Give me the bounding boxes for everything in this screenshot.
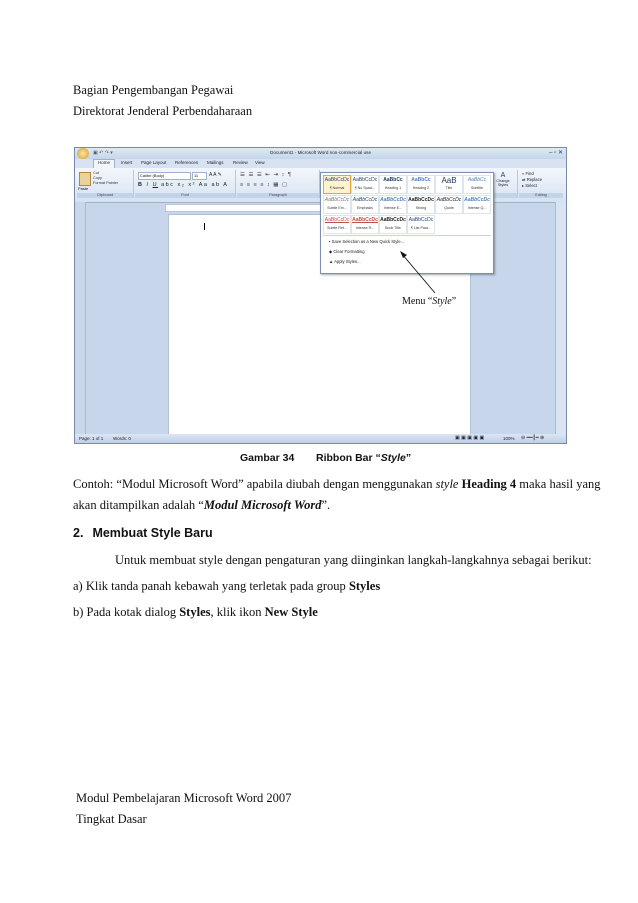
section-title: Membuat Style Baru <box>92 526 213 540</box>
status-bar <box>75 434 566 443</box>
style-sample: AaBbCcDc <box>380 197 406 203</box>
style-sample: AaBbCcDc <box>436 197 462 203</box>
example-line-1 <box>73 476 601 492</box>
callout-prefix: Menu “ <box>402 296 433 307</box>
section-number: 2. <box>73 526 84 540</box>
word-count[interactable]: Words: 0 <box>113 436 131 441</box>
style-name: Heading 2 <box>412 186 430 190</box>
replace-icon: ⇄ <box>522 177 527 182</box>
zoom-level[interactable]: 100% <box>503 436 515 441</box>
cut-button[interactable]: Cut <box>93 171 99 175</box>
align-icons[interactable]: ≡ ≡ ≡ ≡ ↕ ▦ ▢ <box>240 182 289 188</box>
style-name: Quote <box>444 206 454 210</box>
style-sample: AaBbCcDc <box>324 217 350 223</box>
example-result-text: Modul Microsoft Word <box>203 498 322 512</box>
tab-mailings[interactable]: Mailings <box>207 160 224 165</box>
step-b-text: b) Pada kotak dialog <box>73 605 180 619</box>
example-result-prefix: akan ditampilkan adalah “ <box>73 498 204 512</box>
style-name: Book Title <box>385 226 401 230</box>
replace-label: Replace <box>526 177 543 182</box>
style-name: ¶ Normal <box>329 186 345 190</box>
footer-module: Modul Pembelajaran Microsoft Word 2007 <box>76 791 292 805</box>
style-name: Subtle Em... <box>327 206 347 210</box>
header-org: Bagian Pengembangan Pegawai <box>73 83 234 97</box>
style-name: Heading 1 <box>384 186 402 190</box>
font-label: Font <box>135 193 235 198</box>
style-name: Intense R... <box>355 226 375 230</box>
style-sample: AaB <box>441 176 457 185</box>
callout-suffix: ” <box>451 296 457 307</box>
example-text-end: maka hasil yang <box>516 477 601 491</box>
window-title: Document1 - Microsoft Word non-commercial use <box>270 150 372 155</box>
window-controls-icon[interactable]: – ▫ ✕ <box>549 150 563 156</box>
editing-label: Editing <box>519 193 563 198</box>
style-name: Title <box>445 186 453 190</box>
step-b <box>73 604 318 620</box>
font-size-select[interactable]: 11 <box>192 172 207 180</box>
style-sample: AaBbCc <box>411 177 431 183</box>
style-sample: AaBbCc <box>383 177 403 183</box>
callout-italic: Style <box>432 296 452 307</box>
step-a <box>73 578 380 594</box>
clear-formatting-label: Clear Formatting <box>333 249 365 254</box>
example-line-2 <box>73 497 330 513</box>
view-buttons-icon[interactable]: ▣ ▣ ▣ ▣ ▣ <box>455 435 485 441</box>
tab-references[interactable]: References <box>175 160 199 165</box>
change-styles-label: Change Styles <box>496 179 510 187</box>
save-quick-style-label: Save Selection as a New Quick Style... <box>331 239 405 244</box>
quick-access-icon[interactable]: ▣ ↶ ↷ ▾ <box>93 150 113 156</box>
find-icon: ⌕ <box>522 171 526 176</box>
select-label: Select <box>525 183 537 188</box>
clipboard-label: Clipboard <box>77 193 133 198</box>
style-sample: AaBbCcDc <box>380 217 406 223</box>
grow-shrink-font-icon[interactable]: A A ✎ <box>209 172 222 178</box>
style-name: Strong <box>415 206 427 210</box>
style-name: Intense Q... <box>467 206 487 210</box>
change-styles-icon: A <box>500 172 506 179</box>
style-sample: AaBbCcDc <box>324 197 350 203</box>
format-painter-button[interactable]: Format Painter <box>93 181 119 185</box>
example-text: Contoh: “Modul Microsoft Word” apabila diubah dengan menggunakan <box>73 477 436 491</box>
callout-label <box>402 296 456 307</box>
tab-page-layout[interactable]: Page Layout <box>141 160 167 165</box>
callout-arrow-icon <box>75 148 566 443</box>
step-a-bold: Styles <box>348 579 381 593</box>
style-sample: AaBbCcDc <box>464 197 490 203</box>
step-a-text: a) Klik tanda panah kebawah yang terletak pada group <box>73 579 349 593</box>
figure-title-prefix: Ribbon Bar “ <box>316 452 381 464</box>
style-name: Emphasis <box>357 206 373 210</box>
example-heading-name: Heading 4 <box>461 477 517 491</box>
tab-view[interactable]: View <box>255 160 265 165</box>
select-icon: ▸ <box>522 183 526 188</box>
list-icons[interactable]: ☰ ☰ ☰ ⇤ ⇥ ↕ ¶ <box>240 172 292 178</box>
paste-label: Paste <box>78 186 89 191</box>
apply-styles-label: Apply Styles... <box>334 259 361 264</box>
example-result-suffix: ”. <box>321 498 331 512</box>
style-sample: AaBbCcDc <box>352 177 378 183</box>
apply-styles-icon: ▲ <box>329 259 335 264</box>
style-name: ¶ No Spaci... <box>354 186 376 190</box>
figure-title-suffix: ” <box>405 452 412 464</box>
copy-button[interactable]: Copy <box>93 176 102 180</box>
save-style-icon: ▪ <box>329 239 332 244</box>
step-b-bold: Styles <box>179 605 211 619</box>
figure-label: Gambar 34 <box>240 452 295 464</box>
style-sample: AaBbCc <box>467 177 487 183</box>
style-sample: AaBbCcDc <box>352 197 378 203</box>
tab-insert[interactable]: Insert <box>121 160 133 165</box>
figure-title <box>316 452 411 464</box>
style-sample: AaBbCcDc <box>324 177 350 183</box>
page-count[interactable]: Page: 1 of 1 <box>79 436 104 441</box>
paragraph-label: Paragraph <box>237 193 319 198</box>
word-screenshot <box>74 147 567 444</box>
intro-paragraph: Untuk membuat style dengan pengaturan yang diinginkan langkah-langkahnya sebagai berikut: <box>115 553 592 567</box>
figure-title-italic: Style <box>380 452 406 464</box>
style-name: Intense E... <box>383 206 403 210</box>
style-sample: AaBbCcDc <box>408 197 434 203</box>
font-format-icons[interactable]: B I U abc x₂ x² Aa ab A <box>138 182 229 188</box>
style-name: Subtle Ref... <box>327 226 347 230</box>
zoom-slider-icon[interactable]: ⊖ ━━┃━ ⊕ <box>521 435 545 441</box>
step-b-bold2: New Style <box>264 605 318 619</box>
example-style-word: style <box>435 477 459 491</box>
tab-home[interactable]: Home <box>93 159 115 168</box>
style-sample: AaBbCcDc <box>408 217 434 223</box>
font-name-select[interactable]: Calibri (Body) <box>138 172 191 180</box>
section-heading <box>73 526 213 540</box>
footer-level: Tingkat Dasar <box>76 812 147 826</box>
step-b-mid: , klik ikon <box>210 605 265 619</box>
eraser-icon: ◆ <box>329 249 334 254</box>
tab-review[interactable]: Review <box>233 160 248 165</box>
header-directorate: Direktorat Jenderal Perbendaharaan <box>73 104 253 118</box>
style-sample: AaBbCcDc <box>352 217 378 223</box>
style-name: ¶ List Para... <box>410 226 432 230</box>
find-label: Find <box>525 171 534 176</box>
style-name: Subtitle <box>471 186 483 190</box>
